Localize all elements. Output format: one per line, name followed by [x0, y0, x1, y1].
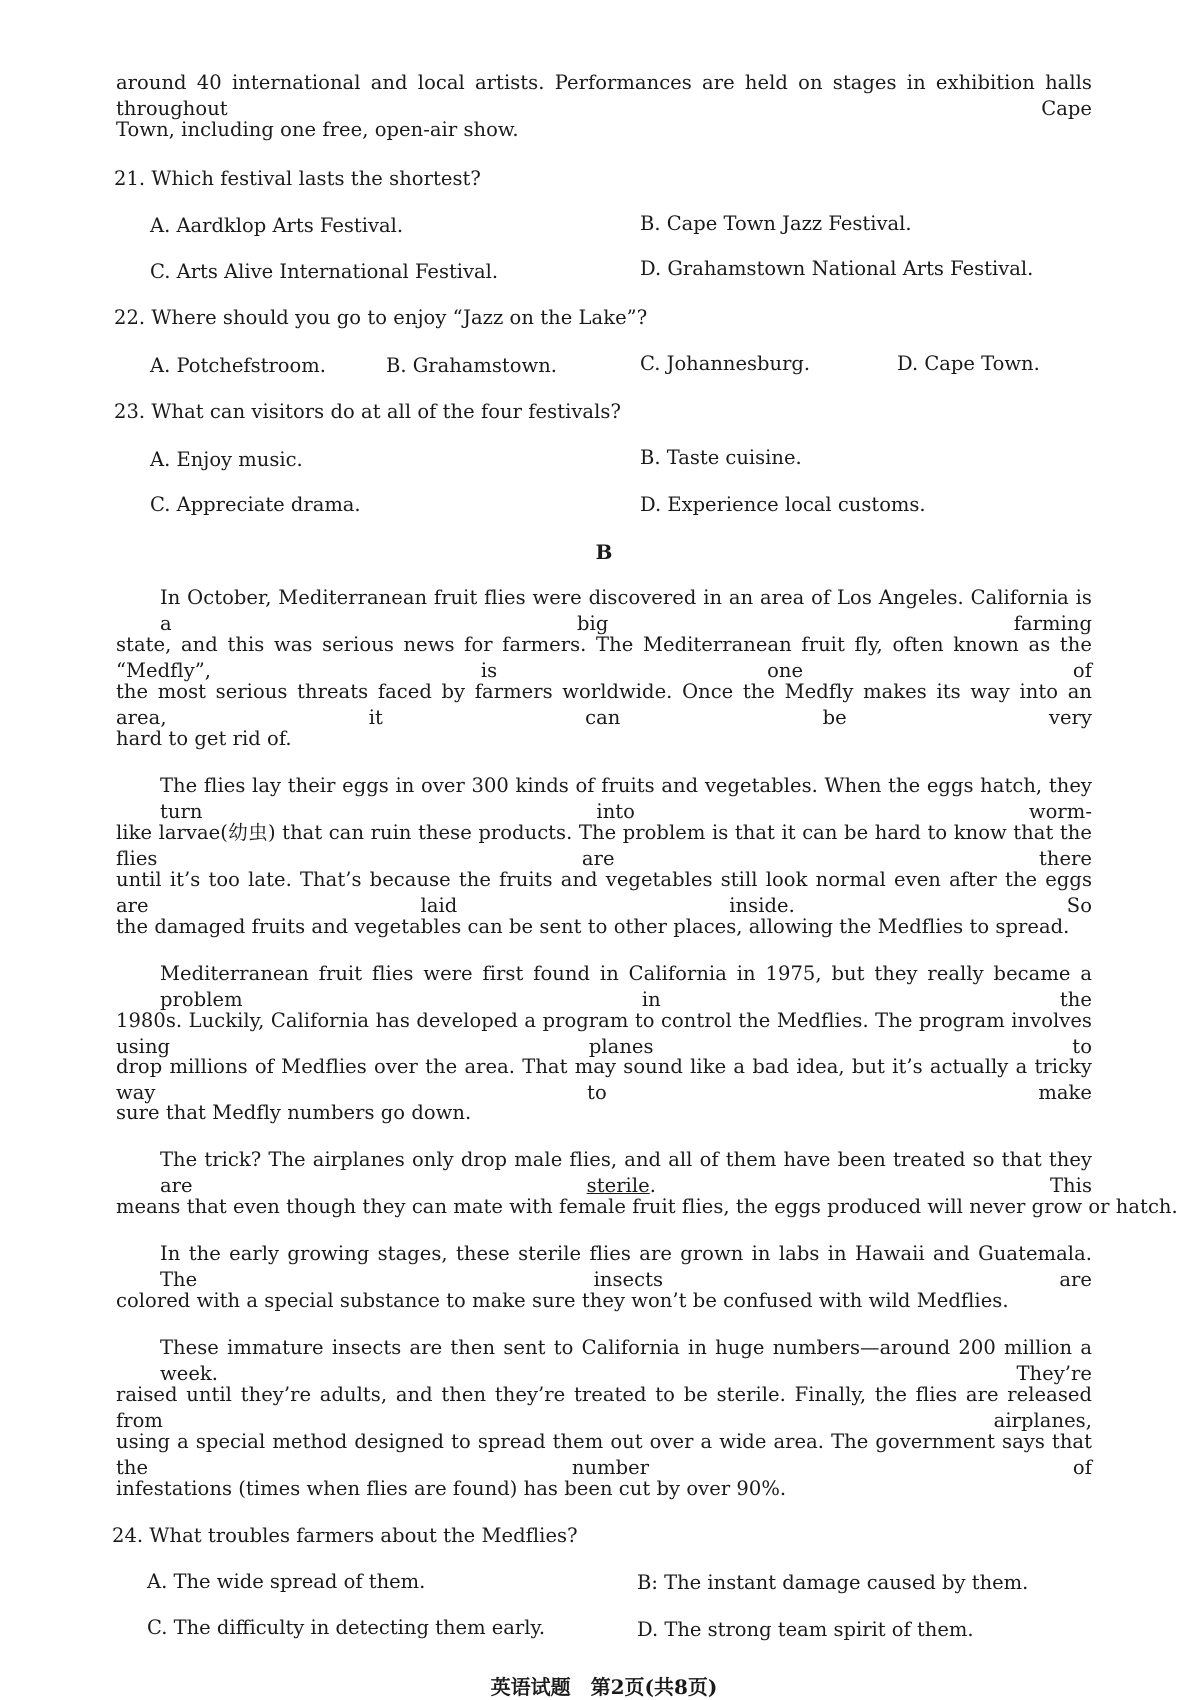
passage-b-p3-line-4: sure that Medfly numbers go down. — [116, 1101, 472, 1124]
question-22-option-a: A. Potchefstroom. — [150, 354, 326, 377]
question-23-option-c: C. Appreciate drama. — [150, 493, 361, 516]
passage-a-line-2: Town, including one free, open-air show. — [116, 118, 519, 141]
question-21-option-c: C. Arts Alive International Festival. — [150, 260, 499, 283]
question-23-option-a: A. Enjoy music. — [150, 448, 303, 471]
passage-b-p1-line-3: the most serious threats faced by farmers worldwide. Once the Medfly makes its way into an area, it can be very — [116, 680, 1092, 729]
question-23-option-d: D. Experience local customs. — [640, 493, 926, 516]
question-21-option-a: A. Aardklop Arts Festival. — [150, 214, 404, 237]
passage-b-p6-line-2: raised until they’re adults, and then they’re treated to be sterile. Finally, the flies are released from airplanes, — [116, 1383, 1092, 1432]
question-22-option-c: C. Johannesburg. — [640, 352, 811, 375]
question-24-option-d: D. The strong team spirit of them. — [637, 1618, 974, 1641]
question-24-stem: 24. What troubles farmers about the Medflies? — [112, 1524, 578, 1547]
passage-b-p6-line-3: using a special method designed to spread them out over a wide area. The government says that the number of — [116, 1430, 1092, 1479]
passage-b-p6-line-4: infestations (times when flies are found) has been cut by over 90%. — [116, 1477, 787, 1500]
question-22-option-b: B. Grahamstown. — [386, 354, 557, 377]
passage-b-p5-line-2: colored with a special substance to make sure they won’t be confused with wild Medflies. — [116, 1289, 1009, 1312]
passage-b-p4-line-1 — [160, 1147, 1092, 1199]
p4-text-before: The trick? The airplanes only drop male flies, and all of them have been treated so that they are — [160, 1148, 1092, 1197]
passage-b-p1-line-4: hard to get rid of. — [116, 727, 292, 750]
passage-b-p1-line-1: In October, Mediterranean fruit flies were discovered in an area of Los Angeles. California is a big farming — [160, 586, 1092, 635]
question-21-option-b: B. Cape Town Jazz Festival. — [640, 212, 912, 235]
question-23-stem: 23. What can visitors do at all of the four festivals? — [114, 400, 621, 423]
passage-b-p5-line-1: In the early growing stages, these sterile flies are grown in labs in Hawaii and Guatemala. The insects are — [160, 1242, 1092, 1291]
question-24-option-b: B: The instant damage caused by them. — [637, 1571, 1029, 1594]
passage-b-p4-line-2: means that even though they can mate with female fruit flies, the eggs produced will never grow or hatch. — [116, 1195, 1178, 1218]
passage-b-p3-line-2: 1980s. Luckily, California has developed a program to control the Medflies. The program involves using planes to — [116, 1009, 1092, 1058]
passage-b-p2-line-1: The flies lay their eggs in over 300 kinds of fruits and vegetables. When the eggs hatch, they turn into worm- — [160, 774, 1092, 823]
passage-b-p2-line-4: the damaged fruits and vegetables can be sent to other places, allowing the Medflies to spread. — [116, 915, 1070, 938]
passage-b-p6-line-1: These immature insects are then sent to California in huge numbers—around 200 million a week. They’re — [160, 1336, 1092, 1385]
passage-b-p1-line-2: state, and this was serious news for farmers. The Mediterranean fruit fly, often known as the “Medfly”, is one of — [116, 633, 1092, 682]
passage-b-p2-line-3: until it’s too late. That’s because the fruits and vegetables still look normal even after the eggs are laid inside. So — [116, 868, 1092, 917]
question-21-option-d: D. Grahamstown National Arts Festival. — [640, 257, 1034, 280]
question-24-option-c: C. The difficulty in detecting them early. — [147, 1616, 546, 1639]
question-21-stem: 21. Which festival lasts the shortest? — [114, 167, 481, 190]
passage-b-p2-line-2: like larvae(幼虫) that can ruin these products. The problem is that it can be hard to know that the flies are there — [116, 821, 1092, 870]
p4-text-after: . This — [649, 1174, 1092, 1197]
passage-b-p3-line-3: drop millions of Medflies over the area. That may sound like a bad idea, but it’s actually a tricky way to make — [116, 1055, 1092, 1104]
question-23-option-b: B. Taste cuisine. — [640, 446, 802, 469]
underlined-word-sterile: sterile — [586, 1174, 650, 1197]
question-22-option-d: D. Cape Town. — [897, 352, 1040, 375]
passage-b-p3-line-1: Mediterranean fruit flies were first found in California in 1975, but they really became a problem in the — [160, 962, 1092, 1011]
section-heading: B — [595, 540, 613, 564]
passage-a-line-1: around 40 international and local artists. Performances are held on stages in exhibition halls throughout Cape — [116, 71, 1092, 120]
page-footer: 英语试题 第2页(共8页) — [490, 1675, 718, 1699]
question-22-stem: 22. Where should you go to enjoy “Jazz on the Lake”? — [114, 306, 648, 329]
question-24-option-a: A. The wide spread of them. — [147, 1570, 426, 1593]
